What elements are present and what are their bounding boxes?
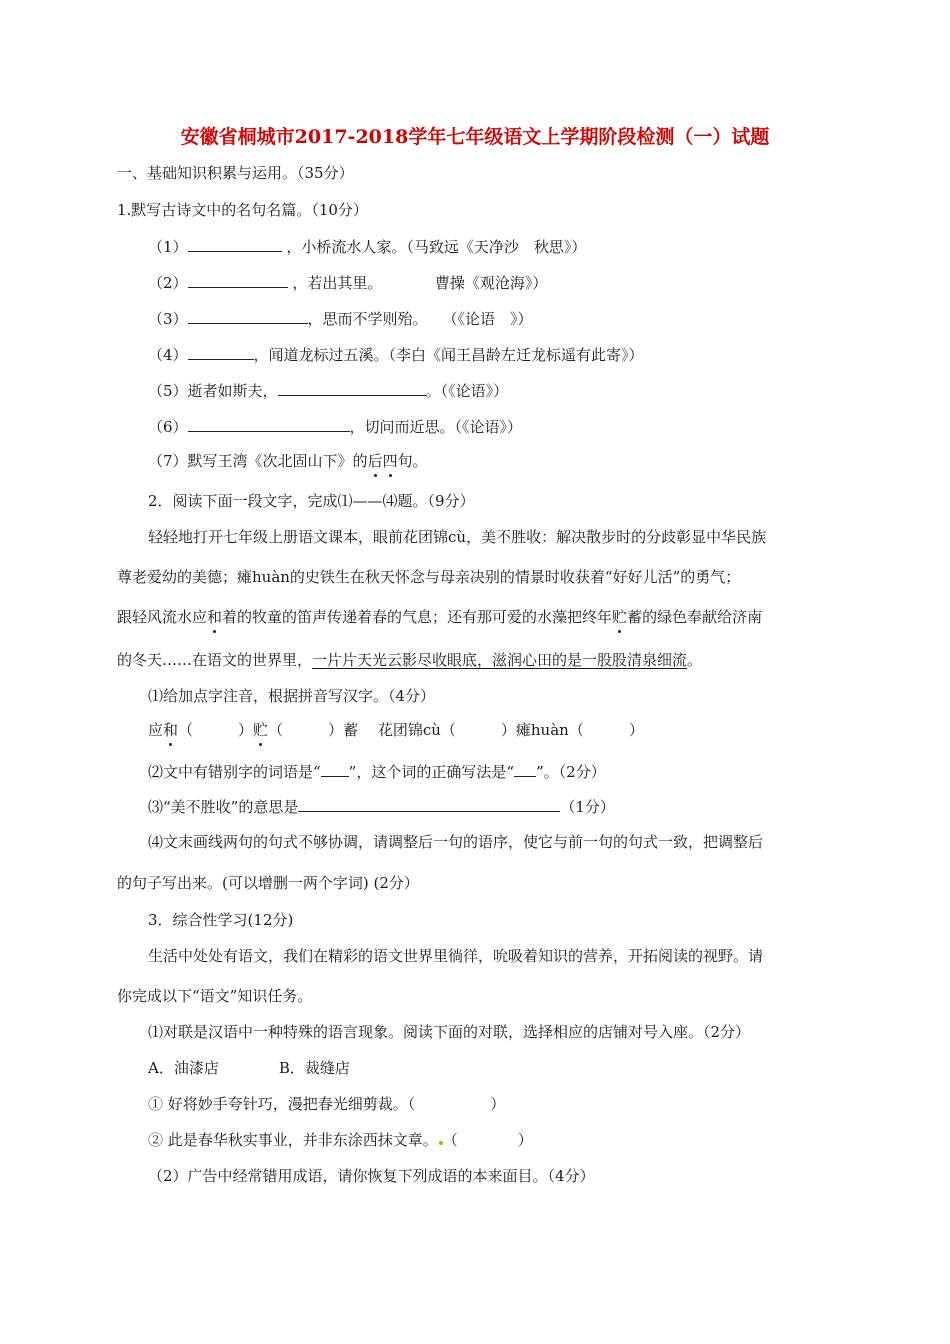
q3-intro-cont: 你完成以下“语文”知识任务。 — [117, 987, 313, 1005]
q1-item-1: （1） ，小桥流水人家。（马致远《天净沙 秋思》） — [148, 238, 587, 256]
answer-blank[interactable] — [188, 272, 288, 288]
q1-item-5: （5）逝者如斯夫， 。（《论语》） — [148, 382, 509, 400]
passage-line: 的冬天……在语文的世界里，一片片天光云影尽收眼底，滋润心田的是一股股清泉细流。 — [117, 651, 703, 669]
answer-blank[interactable] — [278, 380, 426, 396]
q1-item-4: （4） ，闻道龙标过五溪。（李白《闻王昌龄左迁龙标遥有此寄》） — [148, 346, 644, 364]
question-3-heading: 3．综合性学习(12分) — [148, 911, 294, 929]
section-heading: 一、基础知识积累与运用。（35分） — [117, 164, 354, 182]
q3-intro: 生活中处处有语文，我们在精彩的语文世界里徜徉，吮吸着知识的营养，开拓阅读的视野。请 — [148, 947, 764, 965]
q2-sub-4-cont: 的句子写出来。(可以增删一两个字词) (2分） — [117, 874, 419, 892]
passage-line: 轻轻地打开七年级上册语文课本，眼前花团锦cù，美不胜收：解决散步时的分歧彰显中华民族 — [148, 528, 767, 546]
passage-line: 跟轻风流水应和着的牧童的笛声传递着春的气息；还有那可爱的水藻把终年贮蓄的绿色奉献给济南 — [117, 608, 763, 626]
q3-sub-1: ⑴对联是汉语中一种特殊的语言现象。阅读下面的对联，选择相应的店铺对号入座。（2分） — [148, 1023, 751, 1041]
answer-blank[interactable] — [188, 344, 254, 360]
q2-sub-4: ⑷文末画线两句的句式不够协调，请调整后一句的语序，使它与前一句的句式一致，把调整后 — [148, 833, 764, 851]
couplet-2: ② 此是春华秋实事业，并非东涂西抹文章。 （ ） — [148, 1131, 533, 1149]
document-title: 安徽省桐城市2017-2018学年七年级语文上学期阶段检测（一）试题 — [180, 126, 770, 148]
q2-sub-3: ⑶“美不胜收”的意思是 （1分） — [148, 798, 615, 816]
answer-blank[interactable] — [188, 236, 282, 252]
q1-item-2: （2） ，若出其里。 曹操《观沧海》） — [148, 274, 548, 292]
passage-line: 尊老爱幼的美德；瘫huàn的史铁生在秋天怀念与母亲决别的情景时收获着“好好儿活”的勇气； — [117, 568, 741, 586]
question-2-heading: 2．阅读下面一段文字，完成⑴——⑷题。（9分） — [148, 492, 475, 510]
answer-blank[interactable] — [188, 308, 308, 324]
q3-options: A．油漆店 B．裁缝店 — [148, 1059, 350, 1077]
answer-blank[interactable] — [514, 761, 536, 777]
q1-item-7: （7）默写王湾《次北固山下》的后四句。 — [148, 452, 428, 470]
answer-blank[interactable] — [188, 416, 350, 432]
answer-blank[interactable] — [298, 796, 560, 812]
underlined-sentence: 一片片天光云影尽收眼底，滋润心田的是一股股清泉细流 — [312, 651, 688, 669]
answer-blank[interactable] — [321, 761, 349, 777]
couplet-1: ① 好将妙手夸针巧，漫把春光细剪裁。（ ） — [148, 1095, 506, 1113]
q3-sub-2: （2）广告中经常错用成语，请你恢复下列成语的本来面目。（4分） — [148, 1167, 595, 1185]
question-1-heading: 1.默写古诗文中的名句名篇。（10分） — [117, 201, 368, 219]
q1-item-6: （6） ，切问而近思。（《论语》） — [148, 418, 523, 436]
q2-sub-1: ⑴给加点字注音，根据拼音写汉字。（4分） — [148, 687, 436, 705]
q2-sub-2: ⑵文中有错别字的词语是“ ”，这个词的正确写法是“ ”。（2分） — [148, 763, 606, 781]
q2-sub-1-answers: 应和（ ）贮（ ）蓄 花团锦cù（ ）瘫huàn（ ） — [148, 721, 644, 739]
q1-item-3: （3） ，思而不学则殆。 （《论语 》） — [148, 310, 533, 328]
